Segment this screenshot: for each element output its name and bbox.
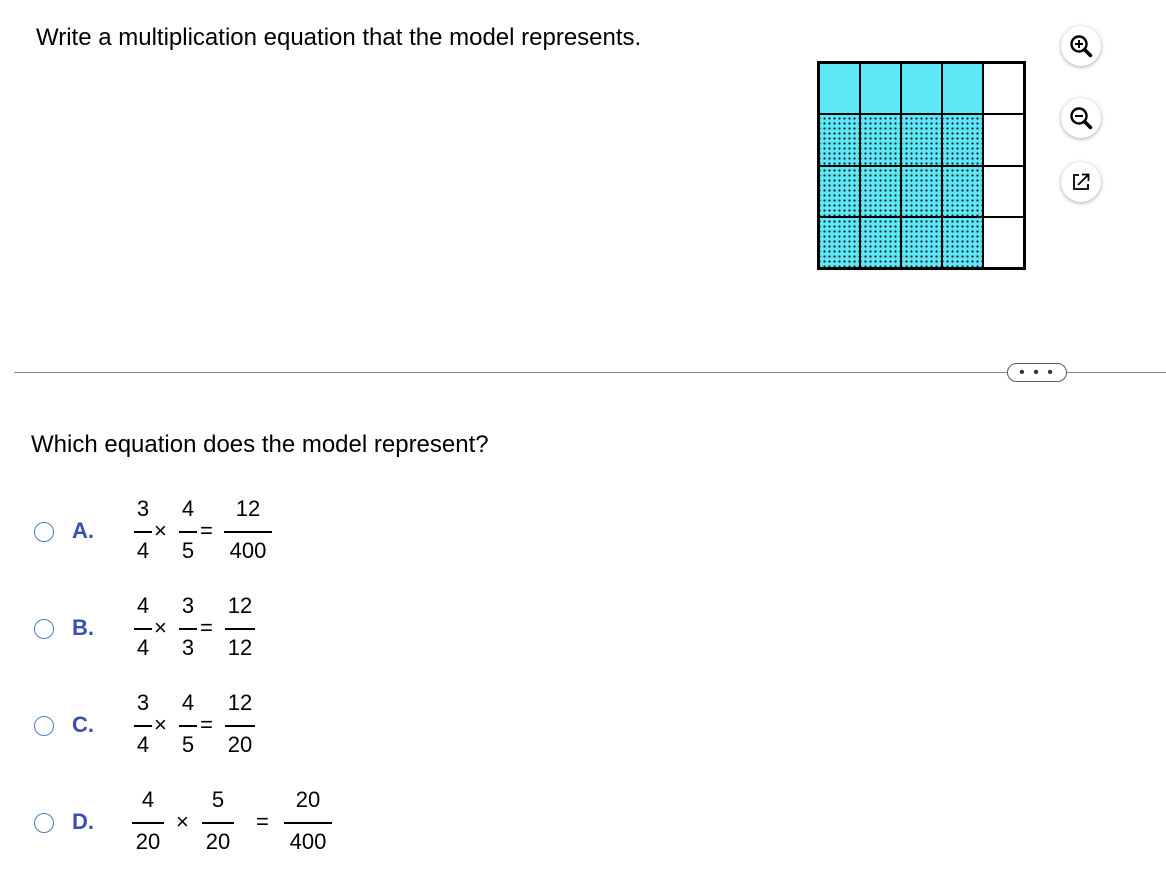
fraction-bar [225, 725, 255, 727]
numerator: 3 [181, 593, 195, 618]
more-options-button[interactable]: • • • [1007, 363, 1067, 382]
option-letter: A. [72, 518, 94, 543]
fraction-bar [179, 531, 197, 533]
zoom-out-icon [1068, 105, 1094, 131]
times-sign: × [154, 518, 167, 543]
answer-option-c[interactable] [34, 690, 434, 760]
numerator: 12 [235, 496, 261, 521]
numerator: 4 [136, 593, 150, 618]
radio-button[interactable] [34, 619, 54, 639]
numerator: 3 [136, 690, 150, 715]
denominator: 20 [205, 829, 231, 854]
zoom-out-button[interactable] [1061, 98, 1101, 138]
numerator: 4 [141, 787, 155, 812]
denominator: 20 [227, 732, 253, 757]
fraction-bar [179, 725, 197, 727]
times-sign: × [176, 809, 189, 834]
fraction-bar [134, 628, 152, 630]
fraction-bar [134, 725, 152, 727]
answer-option-d[interactable] [34, 787, 434, 857]
grid-cell-dotted [942, 114, 983, 165]
equals-sign: = [200, 712, 213, 737]
grid-cell-shaded [860, 63, 901, 114]
numerator: 20 [295, 787, 321, 812]
denominator: 3 [181, 635, 195, 660]
fraction-bar [132, 822, 164, 824]
denominator: 20 [135, 829, 161, 854]
grid-cell-dotted [942, 217, 983, 268]
denominator: 5 [181, 732, 195, 757]
grid-cell-shaded [819, 63, 860, 114]
denominator: 5 [181, 538, 195, 563]
fraction-bar [224, 531, 272, 533]
grid-cell-dotted [901, 217, 942, 268]
denominator: 4 [136, 538, 150, 563]
grid-cell-dotted [860, 114, 901, 165]
grid-cell-empty [983, 217, 1024, 268]
grid-cell-dotted [860, 217, 901, 268]
section-divider [14, 372, 1166, 373]
denominator: 12 [227, 635, 253, 660]
fraction-bar [179, 628, 197, 630]
question-prompt: Write a multiplication equation that the model represents. [36, 24, 642, 51]
zoom-in-button[interactable] [1061, 26, 1101, 66]
grid-cell-dotted [819, 114, 860, 165]
grid-cell-dotted [901, 114, 942, 165]
answer-option-a[interactable] [34, 496, 434, 566]
grid-cell-empty [983, 166, 1024, 217]
denominator: 4 [136, 732, 150, 757]
radio-button[interactable] [34, 522, 54, 542]
zoom-in-icon [1068, 33, 1094, 59]
grid-cell-empty [983, 114, 1024, 165]
grid-cell-dotted [819, 217, 860, 268]
grid-cell-dotted [860, 166, 901, 217]
question-text: Which equation does the model represent? [31, 431, 489, 458]
grid-cell-dotted [942, 166, 983, 217]
numerator: 4 [181, 496, 195, 521]
fraction-bar [134, 531, 152, 533]
numerator: 5 [211, 787, 225, 812]
times-sign: × [154, 712, 167, 737]
radio-button[interactable] [34, 716, 54, 736]
equals-sign: = [256, 809, 269, 834]
grid-cell-empty [983, 63, 1024, 114]
option-letter: D. [72, 809, 94, 834]
equals-sign: = [200, 518, 213, 543]
option-letter: B. [72, 615, 94, 640]
pop-out-button[interactable] [1061, 162, 1101, 202]
denominator: 400 [289, 829, 327, 854]
radio-button[interactable] [34, 813, 54, 833]
numerator: 4 [181, 690, 195, 715]
times-sign: × [154, 615, 167, 640]
denominator: 400 [229, 538, 267, 563]
fraction-bar [284, 822, 332, 824]
denominator: 4 [136, 635, 150, 660]
pop-out-icon [1069, 170, 1093, 194]
grid-cell-shaded [942, 63, 983, 114]
grid-cell-shaded [901, 63, 942, 114]
equals-sign: = [200, 615, 213, 640]
answer-option-b[interactable] [34, 593, 434, 663]
numerator: 3 [136, 496, 150, 521]
option-letter: C. [72, 712, 94, 737]
grid-cell-dotted [819, 166, 860, 217]
numerator: 12 [227, 690, 253, 715]
grid-cell-dotted [901, 166, 942, 217]
fraction-bar [202, 822, 234, 824]
fraction-bar [225, 628, 255, 630]
fraction-model-grid [817, 61, 1026, 270]
numerator: 12 [227, 593, 253, 618]
